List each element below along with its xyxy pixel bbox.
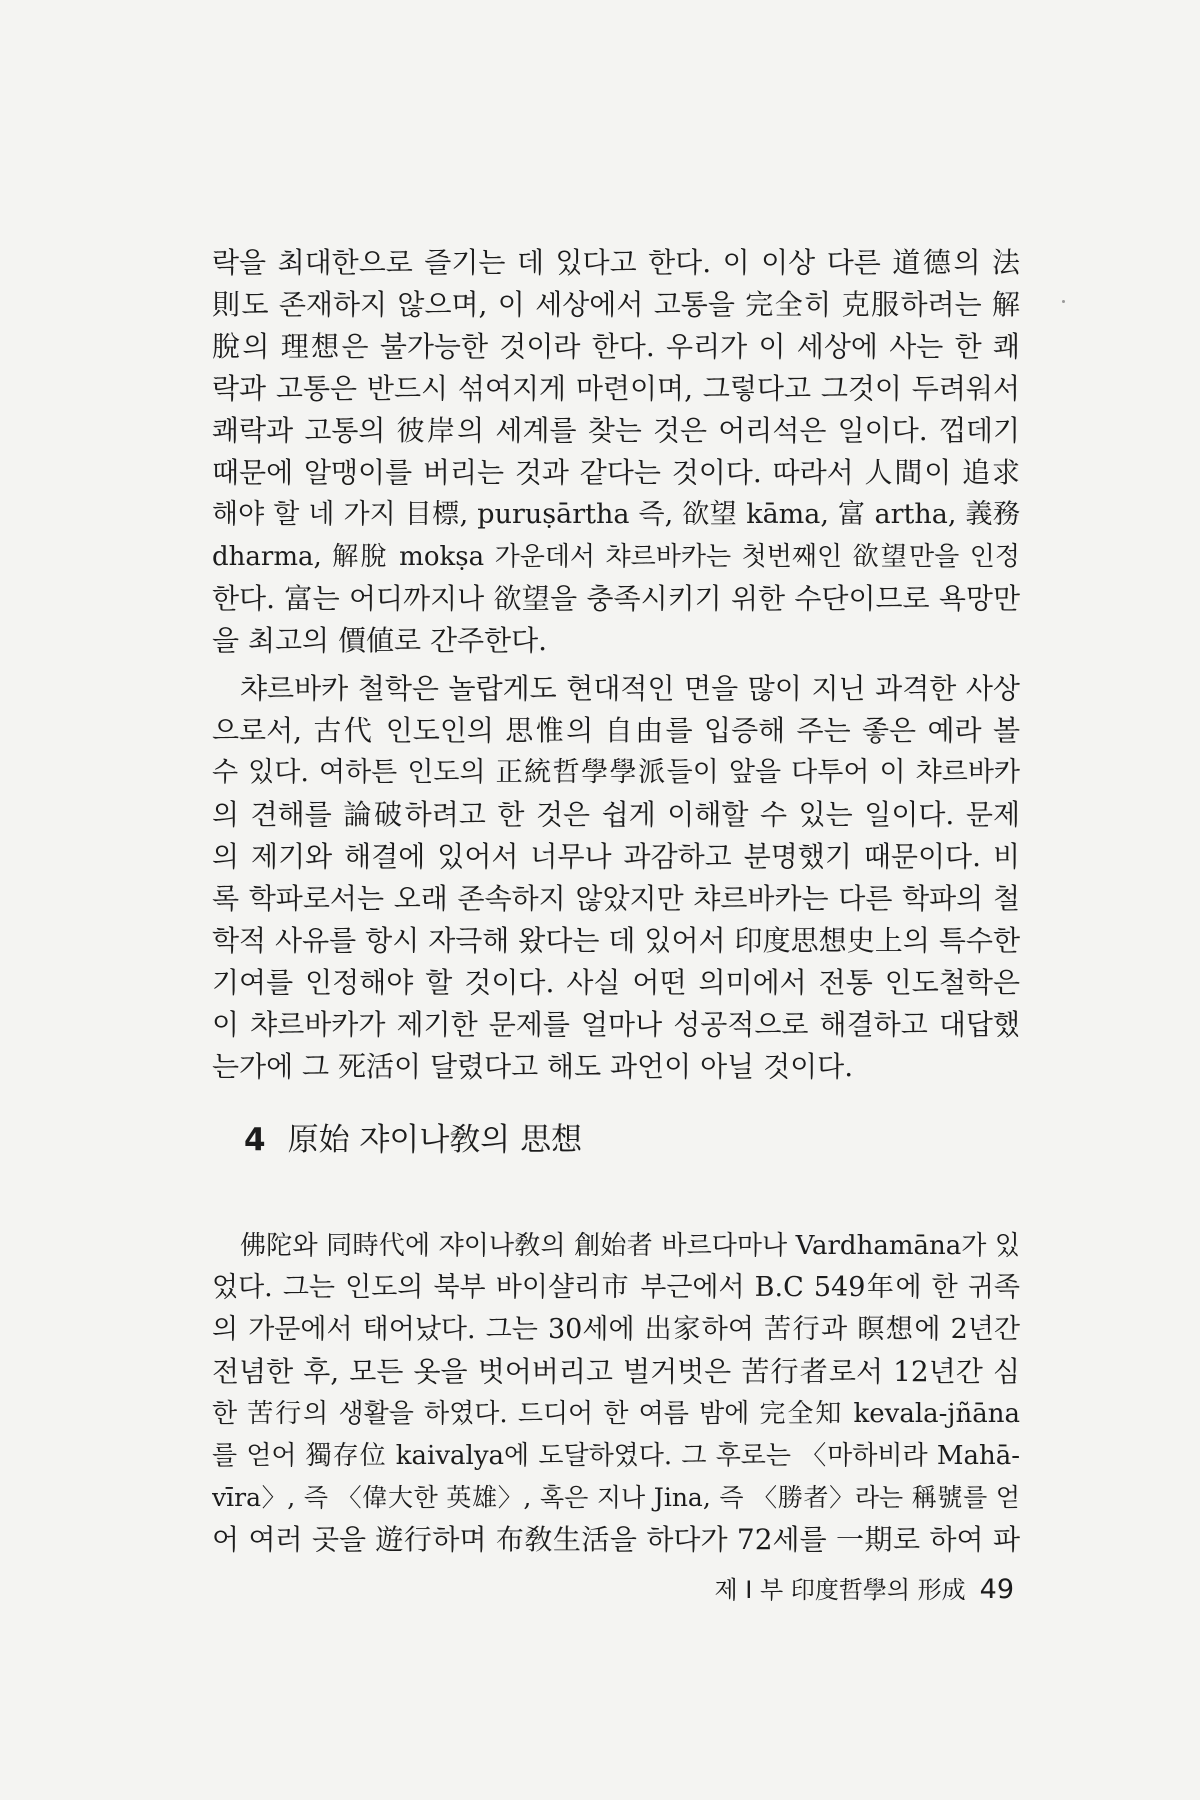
text-line: 佛陀와 同時代에 쟈이나敎의 創始者 바르다마나 Vardhamāna가 있	[240, 1231, 1020, 1261]
section-number: 4	[244, 1122, 266, 1158]
text-line: 해야 할 네 가지 目標, puruṣārtha 즉, 欲望 kāma, 富 artha, 義務	[212, 499, 1020, 530]
text-line: 수 있다. 여하튼 인도의 正統哲學學派들이 앞을 다투어 이 챠르바카	[212, 757, 1020, 788]
text-line: 을 최고의 價値로 간주한다.	[212, 624, 548, 657]
text-line: 脫의 理想은 불가능한 것이라 한다. 우리가 이 세상에 사는 한 쾌	[212, 330, 1020, 363]
text-line: 쾌락과 고통의 彼岸의 세계를 찾는 것은 어리석은 일이다. 껍데기	[212, 414, 1020, 447]
text-line: 챠르바카 철학은 놀랍게도 현대적인 면을 많이 지닌 과격한 사상	[240, 672, 1020, 705]
text-line: 학적 사유를 항시 자극해 왔다는 데 있어서 印度思想史上의 특수한	[212, 924, 1020, 957]
text-line: 는가에 그 死活이 달렸다고 해도 과언이 아닐 것이다.	[212, 1050, 854, 1083]
text-line: 의 제기와 해결에 있어서 너무나 과감하고 분명했기 때문이다. 비	[212, 840, 1020, 873]
page-number: 49	[979, 1574, 1014, 1605]
text-line: 락을 최대한으로 즐기는 데 있다고 한다. 이 이상 다른 道德의 法	[212, 246, 1020, 279]
text-line: 則도 존재하지 않으며, 이 세상에서 고통을 完全히 克服하려는 解	[212, 288, 1020, 321]
text-line: 때문에 알맹이를 버리는 것과 같다는 것이다. 따라서 人間이 追求	[212, 456, 1020, 489]
text-line: 록 학파로서는 오래 존속하지 않았지만 챠르바카는 다른 학파의 철	[212, 882, 1020, 915]
scan-speck	[1062, 300, 1065, 303]
section-title: 原始 쟈이나敎의 思想	[287, 1122, 583, 1158]
paragraph-charvaka-assessment	[212, 668, 1020, 1088]
text-line: 를 얻어 獨存位 kaivalya에 도달하였다. 그 후로는 〈마하비라 Mahā-	[212, 1441, 1020, 1471]
text-line: vīra〉, 즉 〈偉大한 英雄〉, 혹은 지나 Jina, 즉 〈勝者〉라는 稱號를 얻	[212, 1483, 1020, 1512]
paragraph-charvaka-ethics	[212, 242, 1020, 662]
running-title: 제 I 부 印度哲學의 形成	[714, 1576, 966, 1604]
text-line: 전념한 후, 모든 옷을 벗어버리고 벌거벗은 苦行者로서 12년간 심	[212, 1355, 1020, 1388]
section-heading	[244, 1118, 582, 1162]
text-line: 기여를 인정해야 할 것이다. 사실 어떤 의미에서 전통 인도철학은	[212, 966, 1020, 999]
text-line: 었다. 그는 인도의 북부 바이샬리市 부근에서 B.C 549年에 한 귀족	[212, 1272, 1020, 1303]
text-line: dharma, 解脫 mokṣa 가운데서 챠르바카는 첫번째인 欲望만을 인정	[212, 542, 1020, 572]
text-line: 의 견해를 論破하려고 한 것은 쉽게 이해할 수 있는 일이다. 문제	[212, 798, 1020, 831]
text-line: 락과 고통은 반드시 섞여지게 마련이며, 그렇다고 그것이 두려워서	[212, 372, 1020, 405]
text-line: 한다. 富는 어디까지나 欲望을 충족시키기 위한 수단이므로 욕망만	[212, 582, 1020, 615]
page-footer	[680, 1572, 1014, 1608]
text-line: 어 여러 곳을 遊行하며 布敎生活을 하다가 72세를 一期로 하여 파	[212, 1523, 1020, 1556]
text-line: 한 苦行의 생활을 하였다. 드디어 한 여름 밤에 完全知 kevala-jñāna	[212, 1399, 1020, 1429]
text-line: 의 가문에서 태어났다. 그는 30세에 出家하여 苦行과 瞑想에 2년간	[212, 1314, 1020, 1345]
text-line: 이 챠르바카가 제기한 문제를 얼마나 성공적으로 해결하고 대답했	[212, 1008, 1020, 1041]
paragraph-vardhamana	[212, 1225, 1020, 1561]
text-line: 으로서, 古代 인도인의 思惟의 自由를 입증해 주는 좋은 예라 볼	[212, 714, 1020, 747]
